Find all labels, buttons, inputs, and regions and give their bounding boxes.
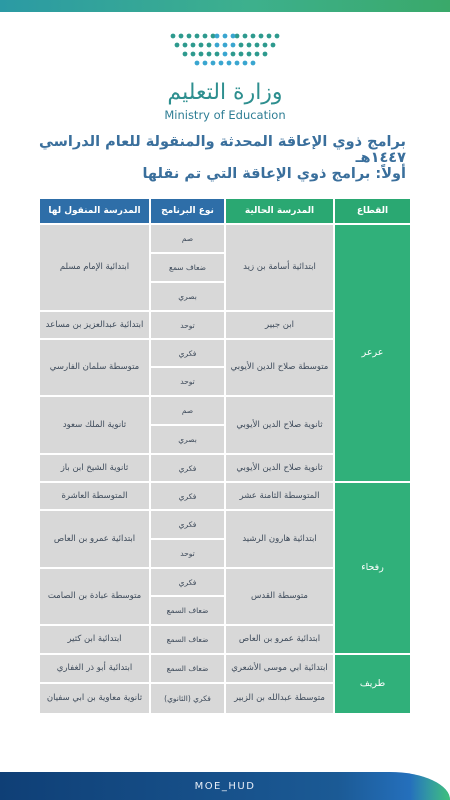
program-cell: فكري bbox=[151, 569, 224, 595]
footer-handle: MOE_HUD bbox=[194, 781, 256, 792]
programs-table bbox=[40, 199, 410, 713]
header-current-school: المدرسة الحالية bbox=[226, 199, 333, 223]
program-cell: بصري bbox=[151, 426, 224, 453]
program-cell: فكري bbox=[151, 455, 224, 481]
transferred-school-cell: المتوسطة العاشرة bbox=[40, 483, 149, 509]
transferred-school-cell: ابتدائية عبدالعزيز بن مساعد bbox=[40, 312, 149, 338]
current-school-cell: متوسطة عبدالله بن الزبير bbox=[226, 684, 333, 713]
current-school-cell: ابتدائية ابي موسى الأشعري bbox=[226, 655, 333, 682]
header-transferred-school: المدرسة المنقول لها bbox=[40, 199, 149, 223]
transferred-school-cell: ثانوية الشيخ ابن باز bbox=[40, 455, 149, 481]
transferred-school-cell: متوسطة سلمان الفارسي bbox=[40, 340, 149, 395]
current-school-cell: ابن جبير bbox=[226, 312, 333, 338]
program-cell: توحد bbox=[151, 312, 224, 338]
transferred-school-cell: ابتدائية عمرو بن العاص bbox=[40, 511, 149, 567]
program-cell: توحد bbox=[151, 368, 224, 395]
current-school-cell: ابتدائية عمرو بن العاص bbox=[226, 626, 333, 653]
current-school-cell: المتوسطة الثامنة عشر bbox=[226, 483, 333, 509]
program-cell: ضعاف السمع bbox=[151, 626, 224, 653]
sector-cell: طريف bbox=[335, 655, 410, 713]
header-sector: القطاع bbox=[335, 199, 410, 223]
program-cell: ضعاف السمع bbox=[151, 655, 224, 682]
header-program-type: نوع البرنامج bbox=[151, 199, 224, 223]
transferred-school-cell: ابتدائية ابن كثير bbox=[40, 626, 149, 653]
sector-cell: رفحاء bbox=[335, 483, 410, 653]
sector-cell: عرعر bbox=[335, 225, 410, 481]
logo-arabic-text: وزارة التعليم bbox=[167, 80, 283, 105]
program-cell: فكري (الثانوي) bbox=[151, 684, 224, 713]
ministry-dots-icon bbox=[165, 28, 285, 76]
program-cell: ضعاف سمع bbox=[151, 254, 224, 281]
program-cell: ضعاف السمع bbox=[151, 597, 224, 624]
current-school-cell: ابتدائية هارون الرشيد bbox=[226, 511, 333, 567]
logo-english-text: Ministry of Education bbox=[164, 108, 286, 122]
program-cell: بصري bbox=[151, 283, 224, 310]
program-cell: صم bbox=[151, 225, 224, 252]
program-cell: فكري bbox=[151, 483, 224, 509]
transferred-school-cell: ابتدائية أبو ذر الغفاري bbox=[40, 655, 149, 682]
transferred-school-cell: ثانوية معاوية بن ابي سفيان bbox=[40, 684, 149, 713]
ministry-logo bbox=[150, 28, 300, 123]
program-cell: توحد bbox=[151, 540, 224, 567]
page-subtitle: أولاً: برامج ذوي الإعاقة التي تم نقلها bbox=[142, 166, 406, 182]
current-school-cell: ابتدائية أسامة بن زيد bbox=[226, 225, 333, 310]
current-school-cell: متوسطة صلاح الدين الأيوبي bbox=[226, 340, 333, 395]
current-school-cell: متوسطة القدس bbox=[226, 569, 333, 624]
top-gradient-band bbox=[0, 0, 450, 12]
program-cell: فكري bbox=[151, 511, 224, 538]
current-school-cell: ثانوية صلاح الدين الأيوبي bbox=[226, 455, 333, 481]
transferred-school-cell: ثانوية الملك سعود bbox=[40, 397, 149, 453]
transferred-school-cell: ابتدائية الإمام مسلم bbox=[40, 225, 149, 310]
page-title: برامج ذوي الإعاقة المحدثة والمنقولة للعام الدراسي ١٤٤٧هـ bbox=[39, 134, 406, 166]
transferred-school-cell: متوسطة عبادة بن الصامت bbox=[40, 569, 149, 624]
program-cell: صم bbox=[151, 397, 224, 424]
current-school-cell: ثانوية صلاح الدين الأيوبي bbox=[226, 397, 333, 453]
program-cell: فكري bbox=[151, 340, 224, 366]
